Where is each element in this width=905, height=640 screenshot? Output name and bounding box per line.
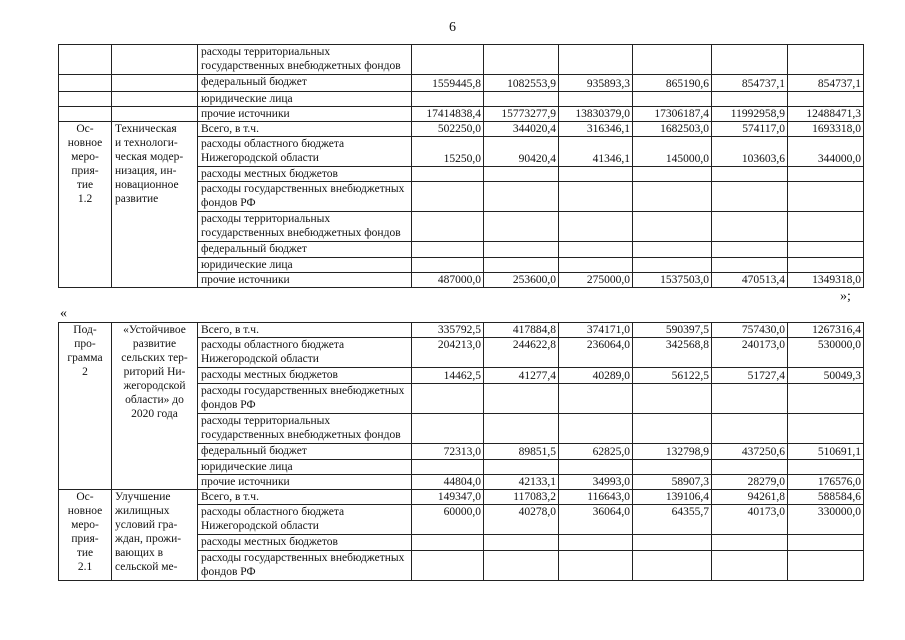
amount-cell: 342568,8: [633, 338, 712, 368]
amount-cell: 44804,0: [412, 475, 484, 490]
amount-cell: [559, 242, 633, 258]
funding-source-cell: расходы территориальных государственных внебюджетных фондов: [198, 414, 412, 444]
funding-source-cell: юридические лица: [198, 460, 412, 475]
amount-cell: 89851,5: [484, 444, 559, 460]
amount-cell: [559, 182, 633, 212]
funding-source-cell: прочие источники: [198, 475, 412, 490]
amount-cell: 117083,2: [484, 490, 559, 505]
amount-cell: [484, 92, 559, 107]
program-name-cell: Техническая и технологи- ческая модер- низация, ин- новационное развитие: [112, 122, 198, 288]
table-row: [59, 107, 864, 122]
amount-cell: 204213,0: [412, 338, 484, 368]
amount-cell: 51727,4: [712, 368, 788, 384]
funding-source-cell: расходы государственных внебюджетных фондов РФ: [198, 182, 412, 212]
amount-cell: 139106,4: [633, 490, 712, 505]
program-name-cell: [112, 92, 198, 107]
amount-cell: [712, 460, 788, 475]
amount-cell: 50049,3: [788, 368, 864, 384]
amount-cell: 590397,5: [633, 323, 712, 338]
amount-cell: 149347,0: [412, 490, 484, 505]
funding-source-cell: федеральный бюджет: [198, 75, 412, 92]
amount-cell: 28279,0: [712, 475, 788, 490]
amount-cell: [484, 242, 559, 258]
amount-cell: 34993,0: [559, 475, 633, 490]
amount-cell: [559, 414, 633, 444]
amount-cell: 344000,0: [788, 137, 864, 167]
amount-cell: [633, 258, 712, 273]
amount-cell: 11992958,9: [712, 107, 788, 122]
table-row: [59, 323, 864, 338]
program-code-cell: Ос- новное меро- прия- тие 1.2: [59, 122, 112, 288]
amount-cell: 94261,8: [712, 490, 788, 505]
amount-cell: [633, 212, 712, 242]
amount-cell: [559, 258, 633, 273]
amount-cell: [633, 242, 712, 258]
amount-cell: 417884,8: [484, 323, 559, 338]
program-code-cell: [59, 45, 112, 75]
amount-cell: 58907,3: [633, 475, 712, 490]
amount-cell: [484, 384, 559, 414]
amount-cell: [788, 551, 864, 581]
amount-cell: 854737,1: [712, 75, 788, 92]
amount-cell: [412, 45, 484, 75]
amount-cell: 1537503,0: [633, 273, 712, 288]
budget-table-2: [58, 322, 864, 581]
amount-cell: [484, 535, 559, 551]
funding-source-cell: расходы государственных внебюджетных фондов РФ: [198, 384, 412, 414]
amount-cell: [712, 258, 788, 273]
amount-cell: [559, 551, 633, 581]
program-code-cell: [59, 75, 112, 92]
amount-cell: [712, 92, 788, 107]
amount-cell: [559, 212, 633, 242]
amount-cell: 935893,3: [559, 75, 633, 92]
amount-cell: [484, 258, 559, 273]
funding-source-cell: Всего, в т.ч.: [198, 122, 412, 137]
amount-cell: 344020,4: [484, 122, 559, 137]
amount-cell: [412, 167, 484, 182]
amount-cell: [484, 45, 559, 75]
amount-cell: [412, 384, 484, 414]
amount-cell: [412, 551, 484, 581]
funding-source-cell: юридические лица: [198, 258, 412, 273]
amount-cell: [712, 384, 788, 414]
funding-source-cell: расходы местных бюджетов: [198, 167, 412, 182]
amount-cell: [559, 384, 633, 414]
amount-cell: [633, 384, 712, 414]
amount-cell: 41277,4: [484, 368, 559, 384]
funding-source-cell: расходы местных бюджетов: [198, 368, 412, 384]
funding-source-cell: Всего, в т.ч.: [198, 323, 412, 338]
amount-cell: 757430,0: [712, 323, 788, 338]
amount-cell: [712, 212, 788, 242]
amount-cell: 56122,5: [633, 368, 712, 384]
funding-source-cell: прочие источники: [198, 107, 412, 122]
funding-source-cell: Всего, в т.ч.: [198, 490, 412, 505]
amount-cell: 13830379,0: [559, 107, 633, 122]
funding-source-cell: федеральный бюджет: [198, 242, 412, 258]
amount-cell: 14462,5: [412, 368, 484, 384]
amount-cell: [412, 242, 484, 258]
amount-cell: 15773277,9: [484, 107, 559, 122]
amount-cell: [712, 414, 788, 444]
amount-cell: [788, 167, 864, 182]
program-code-cell: Ос- новное меро- прия- тие 2.1: [59, 490, 112, 581]
amount-cell: 244622,8: [484, 338, 559, 368]
amount-cell: [788, 92, 864, 107]
funding-source-cell: расходы областного бюджета Нижегородской области: [198, 505, 412, 535]
table-row: [59, 92, 864, 107]
amount-cell: [788, 535, 864, 551]
amount-cell: [633, 551, 712, 581]
amount-cell: [712, 45, 788, 75]
program-code-cell: [59, 107, 112, 122]
amount-cell: 335792,5: [412, 323, 484, 338]
amount-cell: [788, 242, 864, 258]
amount-cell: [559, 535, 633, 551]
amount-cell: [633, 182, 712, 212]
amount-cell: 40289,0: [559, 368, 633, 384]
amount-cell: [633, 535, 712, 551]
amount-cell: 253600,0: [484, 273, 559, 288]
amount-cell: 90420,4: [484, 137, 559, 167]
program-name-cell: «Устойчивое развитие сельских тер- риторий Ни- жегородской области» до 2020 года: [112, 323, 198, 490]
amount-cell: [484, 414, 559, 444]
program-code-cell: [59, 92, 112, 107]
amount-cell: 865190,6: [633, 75, 712, 92]
amount-cell: 1267316,4: [788, 323, 864, 338]
amount-cell: 502250,0: [412, 122, 484, 137]
funding-source-cell: прочие источники: [198, 273, 412, 288]
amount-cell: 145000,0: [633, 137, 712, 167]
amount-cell: [712, 242, 788, 258]
amount-cell: 530000,0: [788, 338, 864, 368]
opening-quote: «: [60, 306, 67, 321]
amount-cell: [484, 212, 559, 242]
amount-cell: 12488471,3: [788, 107, 864, 122]
amount-cell: [412, 212, 484, 242]
funding-source-cell: расходы территориальных государственных внебюджетных фондов: [198, 45, 412, 75]
funding-source-cell: юридические лица: [198, 92, 412, 107]
amount-cell: [484, 460, 559, 475]
amount-cell: [788, 258, 864, 273]
program-name-cell: [112, 75, 198, 92]
amount-cell: [712, 551, 788, 581]
amount-cell: 132798,9: [633, 444, 712, 460]
amount-cell: [712, 535, 788, 551]
amount-cell: [484, 182, 559, 212]
table-row: [59, 490, 864, 505]
amount-cell: [788, 384, 864, 414]
amount-cell: 1349318,0: [788, 273, 864, 288]
budget-table-1: [58, 44, 864, 288]
amount-cell: 275000,0: [559, 273, 633, 288]
funding-source-cell: расходы территориальных государственных внебюджетных фондов: [198, 212, 412, 242]
amount-cell: 15250,0: [412, 137, 484, 167]
amount-cell: 116643,0: [559, 490, 633, 505]
closing-quote: »;: [840, 289, 851, 304]
amount-cell: 36064,0: [559, 505, 633, 535]
amount-cell: 374171,0: [559, 323, 633, 338]
amount-cell: [633, 167, 712, 182]
funding-source-cell: расходы местных бюджетов: [198, 535, 412, 551]
amount-cell: 240173,0: [712, 338, 788, 368]
amount-cell: [633, 92, 712, 107]
amount-cell: [412, 258, 484, 273]
amount-cell: 1682503,0: [633, 122, 712, 137]
amount-cell: [712, 182, 788, 212]
amount-cell: 854737,1: [788, 75, 864, 92]
amount-cell: [412, 182, 484, 212]
amount-cell: 437250,6: [712, 444, 788, 460]
amount-cell: 17414838,4: [412, 107, 484, 122]
funding-source-cell: федеральный бюджет: [198, 444, 412, 460]
amount-cell: [412, 460, 484, 475]
program-name-cell: [112, 45, 198, 75]
program-name-cell: [112, 107, 198, 122]
amount-cell: [484, 167, 559, 182]
amount-cell: 17306187,4: [633, 107, 712, 122]
funding-source-cell: расходы государственных внебюджетных фондов РФ: [198, 551, 412, 581]
amount-cell: 72313,0: [412, 444, 484, 460]
amount-cell: [559, 167, 633, 182]
program-code-cell: Под- про- грамма 2: [59, 323, 112, 490]
amount-cell: 588584,6: [788, 490, 864, 505]
amount-cell: [412, 414, 484, 444]
amount-cell: [712, 167, 788, 182]
amount-cell: 42133,1: [484, 475, 559, 490]
amount-cell: 103603,6: [712, 137, 788, 167]
amount-cell: 40278,0: [484, 505, 559, 535]
funding-source-cell: расходы областного бюджета Нижегородской области: [198, 338, 412, 368]
amount-cell: 1559445,8: [412, 75, 484, 92]
amount-cell: [788, 182, 864, 212]
amount-cell: 574117,0: [712, 122, 788, 137]
amount-cell: 60000,0: [412, 505, 484, 535]
amount-cell: 316346,1: [559, 122, 633, 137]
amount-cell: 41346,1: [559, 137, 633, 167]
amount-cell: [788, 212, 864, 242]
amount-cell: [559, 45, 633, 75]
amount-cell: 64355,7: [633, 505, 712, 535]
amount-cell: [559, 92, 633, 107]
amount-cell: 487000,0: [412, 273, 484, 288]
amount-cell: [559, 460, 633, 475]
table-row: [59, 122, 864, 137]
amount-cell: [412, 535, 484, 551]
page-number: 6: [449, 20, 456, 35]
funding-source-cell: расходы областного бюджета Нижегородской области: [198, 137, 412, 167]
amount-cell: 470513,4: [712, 273, 788, 288]
amount-cell: 176576,0: [788, 475, 864, 490]
amount-cell: 62825,0: [559, 444, 633, 460]
amount-cell: [633, 45, 712, 75]
amount-cell: 510691,1: [788, 444, 864, 460]
amount-cell: 1693318,0: [788, 122, 864, 137]
amount-cell: 330000,0: [788, 505, 864, 535]
amount-cell: [788, 460, 864, 475]
amount-cell: [633, 414, 712, 444]
amount-cell: 40173,0: [712, 505, 788, 535]
table-row: [59, 45, 864, 75]
amount-cell: 236064,0: [559, 338, 633, 368]
amount-cell: [788, 45, 864, 75]
amount-cell: [633, 460, 712, 475]
table-row: [59, 75, 864, 92]
amount-cell: 1082553,9: [484, 75, 559, 92]
amount-cell: [412, 92, 484, 107]
amount-cell: [788, 414, 864, 444]
program-name-cell: Улучшение жилищных условий гра- ждан, прожи- вающих в сельской ме-: [112, 490, 198, 581]
amount-cell: [484, 551, 559, 581]
